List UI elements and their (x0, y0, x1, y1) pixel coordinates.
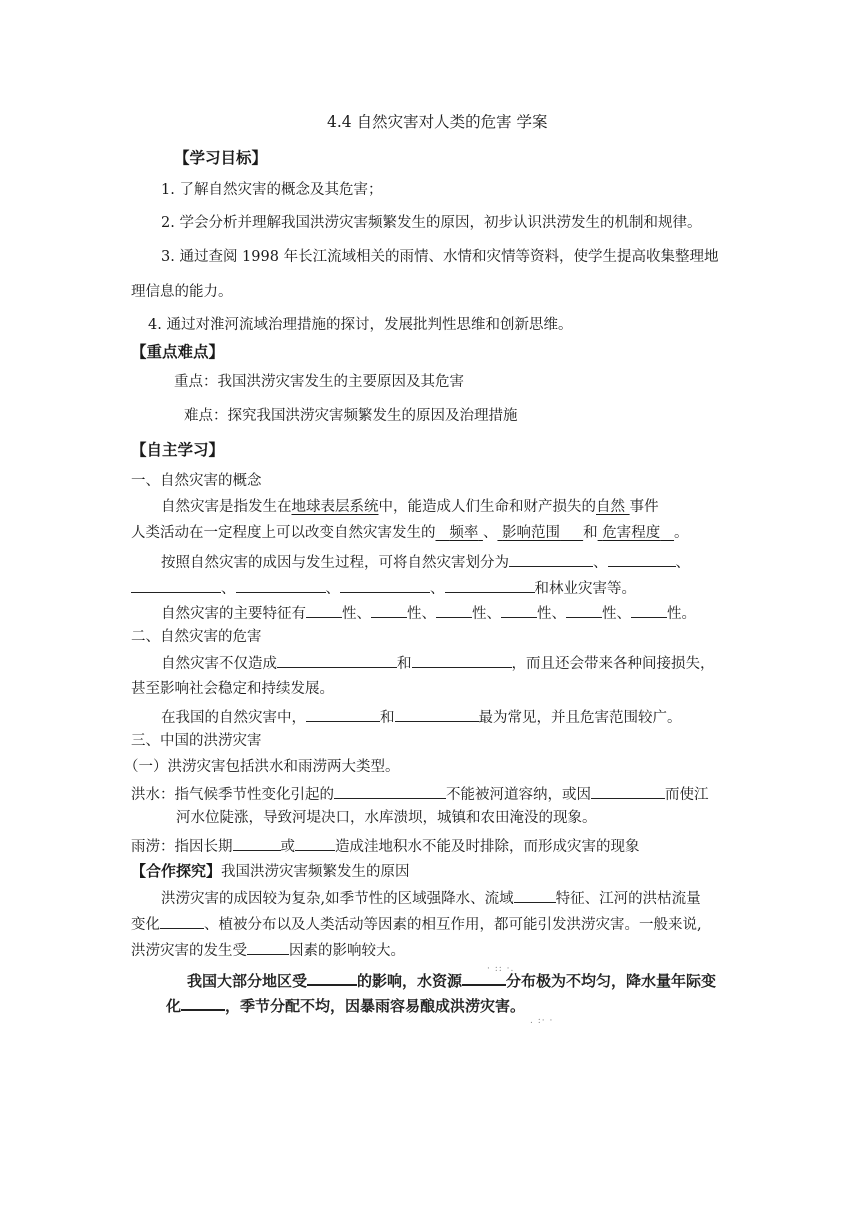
scanned-line-1: 我国大部分地区受 的影响，水资源 分布极为不均匀，降水量年际变 (187, 969, 716, 991)
blank[interactable] (608, 551, 676, 567)
cooperation-heading: 【合作探究】 (131, 862, 222, 880)
section-2-title: 二、自然灾害的危害 (131, 629, 262, 645)
blank-impact-range: 影响范围 (502, 525, 561, 541)
causes-line-1: 洪涝灾害的成因较为复杂,如季节性的区域强降水、流域 特征、江河的洪枯流量 (161, 887, 701, 909)
objectives-heading: 【学习目标】 (174, 149, 268, 167)
objective-3: 3. 通过查阅 1998 年长江流域相关的雨情、水情和灾情等资料，使学生提高收集整理地 (161, 249, 719, 265)
blank[interactable] (631, 602, 667, 618)
blank[interactable] (334, 783, 446, 799)
blank[interactable] (371, 602, 407, 618)
blank-harm-degree: 危害程度 (602, 525, 661, 541)
subsection-1: （一）洪涝灾害包括洪水和雨涝两大类型。 (124, 759, 400, 775)
blank[interactable] (395, 706, 479, 722)
human-activity-line: 人类活动在一定程度上可以改变自然灾害发生的 频率 、 影响范围 和 危害程度 。 (131, 525, 689, 541)
blank[interactable] (436, 602, 472, 618)
flood-definition-2: 河水位陡涨，导致河堤决口，水库溃坝，城镇和农田淹没的现象。 (176, 810, 597, 826)
page-title: 4.4 自然灾害对人类的危害 学案 (327, 113, 548, 131)
blank-natural: 自然 (596, 499, 625, 515)
key-point: 重点：我国洪涝灾害发生的主要原因及其危害 (174, 374, 464, 390)
blank[interactable] (591, 783, 665, 799)
blank[interactable] (566, 602, 602, 618)
scanned-line-2: 化 ，季节分配不均，因暴雨容易酿成洪涝灾害。 (166, 994, 525, 1016)
blank[interactable] (277, 652, 397, 668)
blank[interactable] (236, 577, 326, 593)
harm-line-2: 甚至影响社会稳定和持续发展。 (131, 681, 334, 697)
blank[interactable] (131, 577, 221, 593)
blank-frequency: 频率 (449, 525, 479, 541)
definition-line: 自然灾害是指发生在地球表层系统中，能造成人们生命和财产损失的自然 事件 (161, 499, 659, 515)
section-1-title: 一、自然灾害的概念 (131, 473, 262, 489)
classification-line: 按照自然灾害的成因与发生过程，可将自然灾害划分为 、 、 (161, 551, 690, 573)
blank[interactable] (181, 994, 225, 1011)
blank[interactable] (295, 835, 335, 851)
features-line: 自然灾害的主要特征有 性、 性、 性、 性、 性、 性。 (161, 602, 696, 624)
objective-4: 4. 通过对淮河流域治理措施的探讨，发展批判性思维和创新思维。 (148, 317, 573, 333)
objective-1: 1. 了解自然灾害的概念及其危害； (161, 182, 383, 198)
section-3-title: 三、中国的洪涝灾害 (131, 733, 262, 749)
blank-earth-surface: 地球表层系统 (291, 499, 379, 515)
blank[interactable] (509, 551, 593, 567)
blank[interactable] (340, 577, 430, 593)
key-points-heading: 【重点难点】 (131, 343, 225, 361)
blank[interactable] (445, 577, 535, 593)
harm-line: 自然灾害不仅造成 和 ，而且还会带来各种间接损失， (161, 652, 715, 674)
blank[interactable] (307, 969, 357, 986)
blank[interactable] (501, 602, 537, 618)
cooperation-line: 【合作探究】我国洪涝灾害频繁发生的原因 (131, 862, 410, 880)
difficult-point: 难点：探究我国洪涝灾害频繁发生的原因及治理措施 (184, 408, 518, 424)
classification-line-2: 、 、 、 和林业灾害等。 (131, 577, 636, 599)
flood-definition: 洪水：指气候季节性变化引起的 不能被河道容纳，或因 而使江 (131, 783, 709, 805)
blank[interactable] (514, 887, 556, 903)
objective-3-cont: 理信息的能力。 (131, 284, 233, 300)
blank[interactable] (233, 835, 281, 851)
blank[interactable] (247, 939, 289, 955)
scan-noise: · :: ·. (487, 964, 515, 974)
self-study-heading: 【自主学习】 (131, 441, 225, 459)
blank[interactable] (412, 652, 512, 668)
blank[interactable] (160, 913, 204, 929)
causes-line-3: 洪涝灾害的发生受 因素的影响较大。 (131, 939, 405, 961)
common-disaster-line: 在我国的自然灾害中， 和 最为常见，并且危害范围较广。 (161, 706, 682, 728)
causes-line-2: 变化 、植被分布以及人类活动等因素的相互作用，都可能引发洪涝灾害。一般来说, (131, 913, 702, 935)
scan-noise: . :· · (530, 1016, 554, 1026)
objective-2: 2. 学会分析并理解我国洪涝灾害频繁发生的原因，初步认识洪涝发生的机制和规律。 (161, 215, 702, 231)
blank[interactable] (306, 706, 380, 722)
waterlogging-definition: 雨涝：指因长期 或 造成洼地积水不能及时排除，而形成灾害的现象 (131, 835, 640, 857)
blank[interactable] (306, 602, 342, 618)
